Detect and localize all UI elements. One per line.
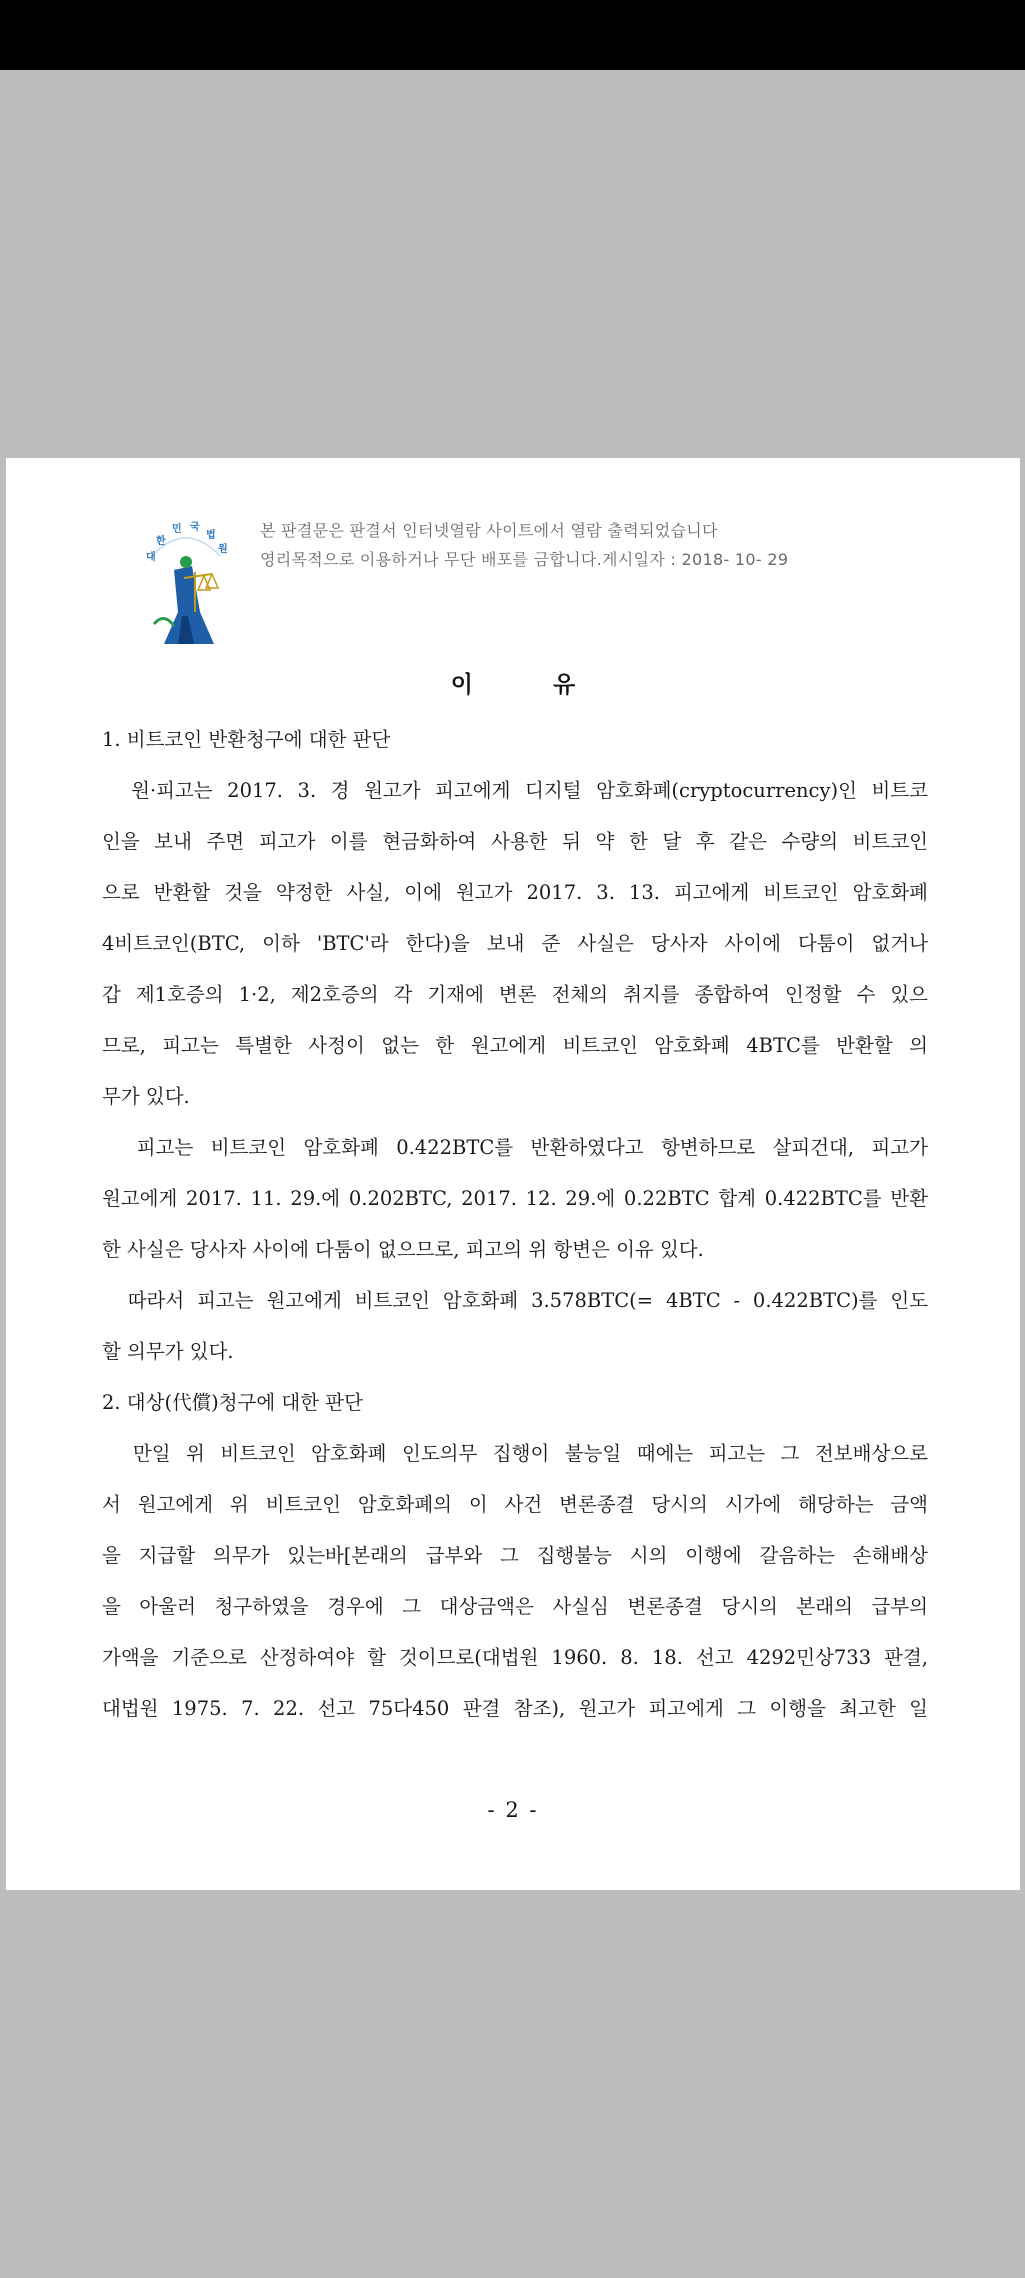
text-line: 원·피고는 2017. 3. 경 원고가 피고에게 디지털 암호화폐(cryptocurrency)인 비트코: [102, 779, 928, 802]
text-line: 므로, 피고는 특별한 사정이 없는 한 원고에게 비트코인 암호화폐 4BTC를 반환할 의: [102, 1034, 928, 1057]
text-line: 으로 반환할 것을 약정한 사실, 이에 원고가 2017. 3. 13. 피고에게 비트코인 암호화폐: [102, 881, 928, 904]
notice-line-2: 영리목적으로 이용하거나 무단 배포를 금합니다.게시일자 : 2018- 10- 29: [260, 550, 789, 569]
page-number: - 2 -: [487, 1798, 539, 1822]
text-line: 을 아울러 청구하였을 경우에 그 대상금액은 사실심 변론종결 당시의 본래의 급부의: [102, 1595, 928, 1618]
section-2-heading: 2. 대상(代償)청구에 대한 판단: [102, 1391, 363, 1414]
text-line: 인을 보내 주면 피고가 이를 현금화하여 사용한 뒤 약 한 달 후 같은 수량의 비트코인: [102, 830, 928, 853]
text-line: 할 의무가 있다.: [102, 1340, 234, 1363]
text-line: 만일 위 비트코인 암호화폐 인도의무 집행이 불능일 때에는 피고는 그 전보배상으로: [102, 1442, 928, 1465]
text-line: 서 원고에게 위 비트코인 암호화폐의 이 사건 변론종결 당시의 시가에 해당하는 금액: [102, 1493, 928, 1516]
status-bar: [0, 0, 1025, 70]
text-line: 대법원 1975. 7. 22. 선고 75다450 판결 참조), 원고가 피고에게 그 이행을 최고한 일: [102, 1697, 928, 1720]
text-line: 갑 제1호증의 1·2, 제2호증의 각 기재에 변론 전체의 취지를 종합하여 인정할 수 있으: [102, 983, 928, 1006]
publication-notice: [260, 516, 788, 574]
text-line: 무가 있다.: [102, 1085, 190, 1108]
text-line: 을 지급할 의무가 있는바[본래의 급부와 그 집행불능 시의 이행에 갈음하는 손해배상: [102, 1544, 928, 1567]
text-line: 한 사실은 당사자 사이에 다툼이 없으므로, 피고의 위 항변은 이유 있다.: [102, 1238, 704, 1261]
svg-text:대한민 국법원: 대한민 국법원: [146, 522, 228, 563]
document-body: [102, 714, 928, 1734]
text-line: 피고는 비트코인 암호화폐 0.422BTC를 반환하였다고 항변하므로 살피건대, 피고가: [102, 1136, 928, 1159]
text-line: 원고에게 2017. 11. 29.에 0.202BTC, 2017. 12. 29.에 0.22BTC 합계 0.422BTC를 반환: [102, 1187, 928, 1210]
document-page: [6, 458, 1020, 1890]
text-line: 따라서 피고는 원고에게 비트코인 암호화폐 3.578BTC(= 4BTC - 0.422BTC)를 인도: [102, 1289, 928, 1312]
court-seal-icon: [134, 516, 238, 648]
document-title: 이 유: [450, 672, 576, 698]
section-1-heading: 1. 비트코인 반환청구에 대한 판단: [102, 728, 391, 751]
text-line: 4비트코인(BTC, 이하 'BTC'라 한다)을 보내 준 사실은 당사자 사이에 다툼이 없거나: [102, 932, 928, 955]
notice-line-1: 본 판결문은 판결서 인터넷열람 사이트에서 열람 출력되었습니다: [260, 521, 718, 540]
text-line: 가액을 기준으로 산정하여야 할 것이므로(대법원 1960. 8. 18. 선고 4292민상733 판결,: [102, 1646, 928, 1669]
